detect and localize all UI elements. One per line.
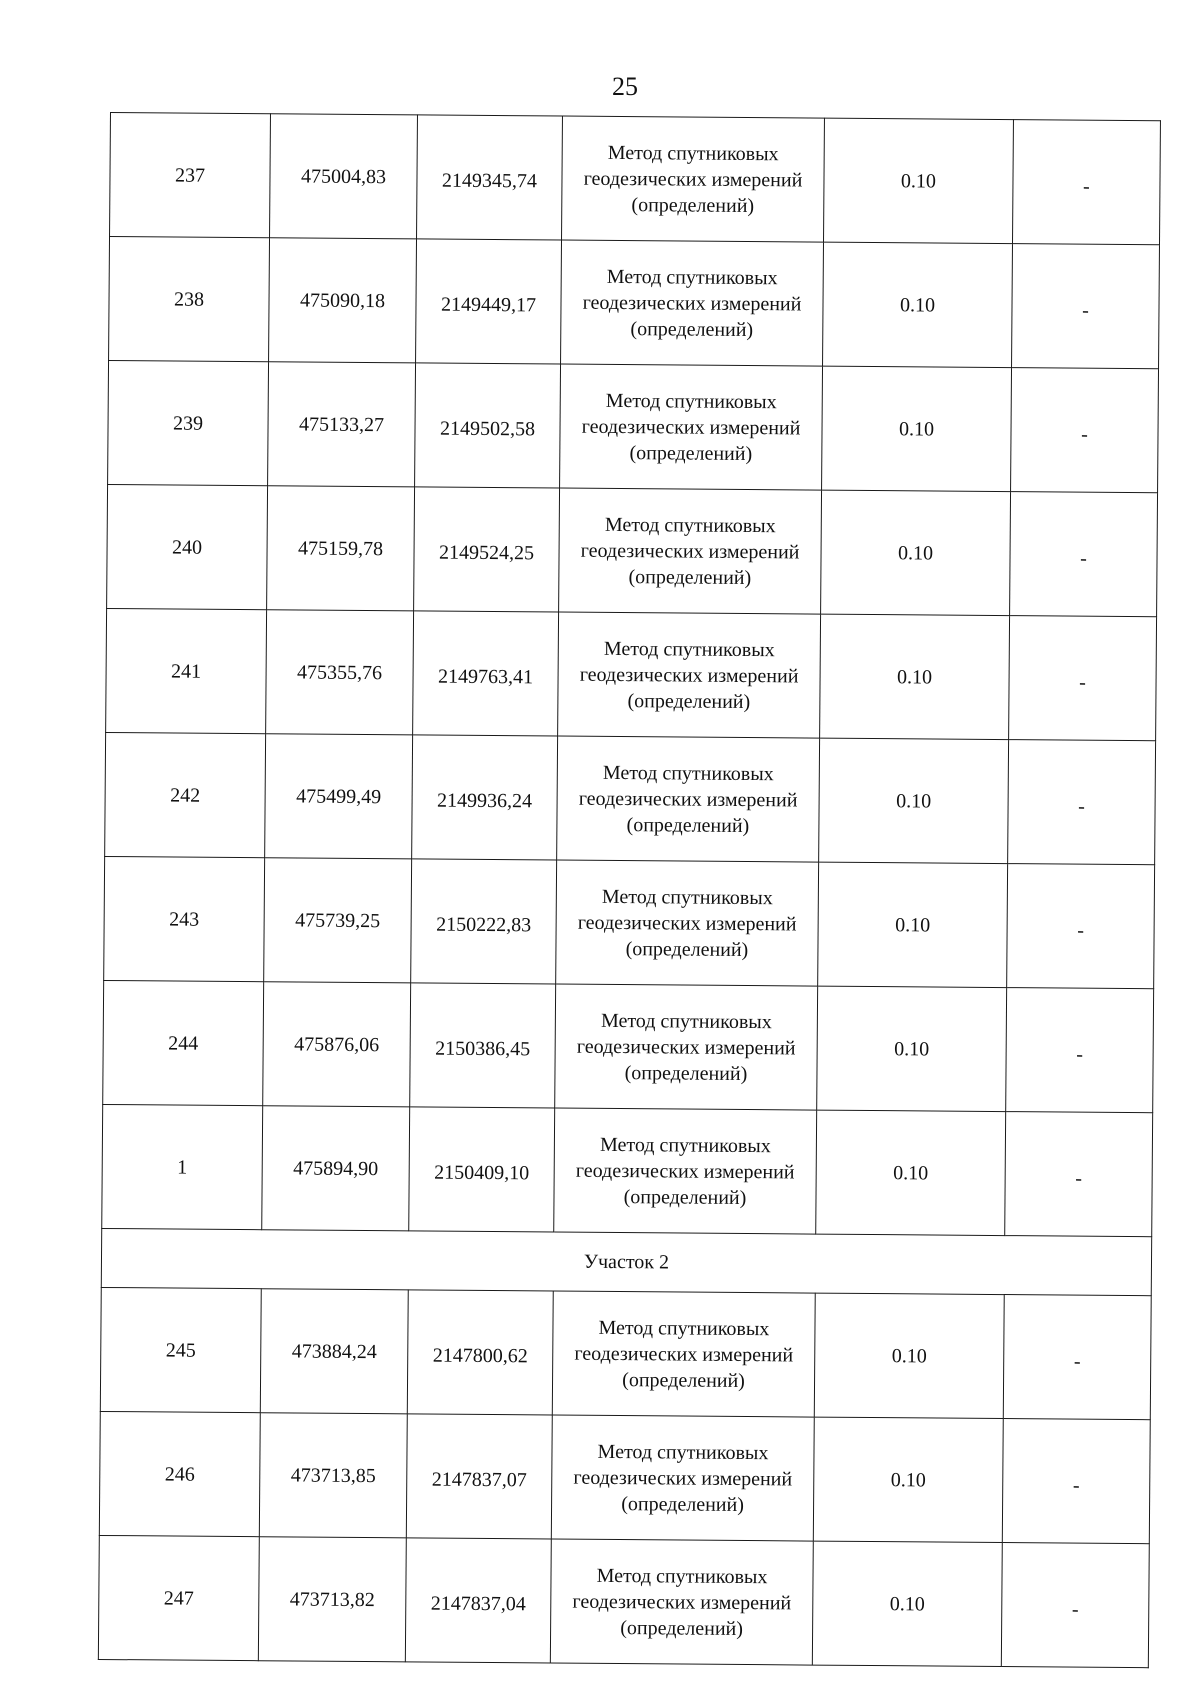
method-cell (555, 984, 818, 1110)
x-coordinate-cell: 475739,25 (264, 858, 412, 983)
point-number-cell: 1 (102, 1104, 263, 1229)
x-coordinate-cell: 473713,82 (258, 1537, 406, 1662)
extra-cell: - (1009, 616, 1157, 741)
y-coordinate-cell: 2149345,74 (417, 115, 563, 240)
table-row (103, 980, 1154, 1112)
table-row (107, 484, 1158, 616)
method-cell (554, 1108, 817, 1234)
point-number-cell: 247 (98, 1535, 259, 1660)
y-coordinate-cell: 2149502,58 (415, 363, 561, 488)
method-text: Метод спутниковых геодезических измерений (определений) (579, 637, 799, 713)
y-coordinate-cell: 2149936,24 (412, 735, 558, 860)
table-row (102, 1104, 1153, 1236)
method-cell (556, 860, 819, 986)
accuracy-cell: 0.10 (823, 242, 1013, 367)
method-cell (557, 736, 820, 862)
accuracy-cell: 0.10 (816, 1110, 1006, 1235)
x-coordinate-cell: 475159,78 (267, 486, 415, 611)
method-text: Метод спутниковых геодезических измерений (определений) (574, 1316, 794, 1392)
table-row (105, 732, 1156, 864)
extra-cell: - (1003, 1295, 1151, 1420)
extra-cell: - (1001, 1543, 1149, 1668)
y-coordinate-cell: 2147837,07 (406, 1414, 552, 1539)
x-coordinate-cell: 475894,90 (262, 1106, 410, 1231)
section-row (101, 1228, 1151, 1295)
method-text: Метод спутниковых геодезических измерений (определений) (580, 513, 800, 589)
extra-cell: - (1010, 492, 1158, 617)
extra-cell: - (1011, 368, 1159, 493)
method-text: Метод спутниковых геодезических измерений (определений) (575, 1133, 795, 1209)
x-coordinate-cell: 475133,27 (268, 362, 416, 487)
accuracy-cell: 0.10 (812, 1541, 1002, 1666)
accuracy-cell: 0.10 (822, 366, 1012, 491)
extra-cell: - (1002, 1419, 1150, 1544)
method-text: Метод спутниковых геодезических измерений (определений) (578, 761, 798, 837)
x-coordinate-cell: 475876,06 (263, 982, 411, 1107)
extra-cell: - (1008, 740, 1156, 865)
y-coordinate-cell: 2150222,83 (411, 859, 557, 984)
point-number-cell: 238 (109, 237, 270, 362)
method-cell (552, 1291, 815, 1417)
table-row (110, 113, 1161, 245)
method-text: Метод спутниковых геодезических измерений (определений) (583, 141, 803, 217)
method-cell (559, 488, 822, 614)
extra-cell: - (1012, 120, 1160, 245)
extra-cell: - (1012, 244, 1160, 369)
accuracy-cell: 0.10 (824, 118, 1014, 243)
method-cell (560, 364, 823, 490)
point-number-cell: 239 (108, 360, 269, 485)
x-coordinate-cell: 475004,83 (270, 114, 418, 239)
point-number-cell: 244 (103, 980, 264, 1105)
extra-cell: - (1006, 988, 1154, 1113)
table-row (108, 360, 1159, 492)
y-coordinate-cell: 2149449,17 (416, 239, 562, 364)
x-coordinate-cell: 473884,24 (260, 1289, 408, 1414)
accuracy-cell: 0.10 (817, 986, 1007, 1111)
y-coordinate-cell: 2147837,04 (405, 1538, 551, 1663)
method-cell (558, 612, 821, 738)
table-row (100, 1287, 1151, 1419)
method-text: Метод спутниковых геодезических измерений (определений) (573, 1440, 793, 1516)
x-coordinate-cell: 475355,76 (266, 610, 414, 735)
extra-cell: - (1007, 864, 1155, 989)
y-coordinate-cell: 2147800,62 (407, 1290, 553, 1415)
point-number-cell: 246 (99, 1411, 260, 1536)
table-row (106, 608, 1157, 740)
y-coordinate-cell: 2149763,41 (413, 611, 559, 736)
method-text: Метод спутниковых геодезических измерений (определений) (581, 389, 801, 465)
method-text: Метод спутниковых геодезических измерений (определений) (572, 1564, 792, 1640)
x-coordinate-cell: 473713,85 (259, 1413, 407, 1538)
method-cell (561, 240, 824, 366)
section-title: Участок 2 (101, 1228, 1151, 1295)
method-text: Метод спутниковых геодезических измерений (определений) (577, 885, 797, 961)
y-coordinate-cell: 2149524,25 (414, 487, 560, 612)
method-cell (551, 1415, 814, 1541)
point-number-cell: 242 (105, 732, 266, 857)
accuracy-cell: 0.10 (820, 614, 1010, 739)
x-coordinate-cell: 475499,49 (265, 734, 413, 859)
y-coordinate-cell: 2150386,45 (410, 983, 556, 1108)
point-number-cell: 241 (106, 608, 267, 733)
accuracy-cell: 0.10 (814, 1293, 1004, 1418)
table-row (98, 1535, 1149, 1667)
point-number-cell: 243 (104, 856, 265, 981)
method-text: Метод спутниковых геодезических измерений (определений) (576, 1009, 796, 1085)
table-body (98, 113, 1160, 1668)
point-number-cell: 245 (100, 1287, 261, 1412)
method-cell (550, 1539, 813, 1665)
page-number: 25 (612, 72, 638, 101)
extra-cell: - (1005, 1112, 1153, 1237)
accuracy-cell: 0.10 (819, 738, 1009, 863)
table-row (99, 1411, 1150, 1543)
table-row (104, 856, 1155, 988)
table-row (109, 237, 1160, 369)
coordinates-table (98, 112, 1161, 1668)
method-text: Метод спутниковых геодезических измерений (определений) (582, 265, 802, 341)
x-coordinate-cell: 475090,18 (269, 238, 417, 363)
accuracy-cell: 0.10 (813, 1417, 1003, 1542)
method-cell (562, 116, 825, 242)
point-number-cell: 240 (107, 484, 268, 609)
accuracy-cell: 0.10 (818, 862, 1008, 987)
point-number-cell: 237 (110, 113, 271, 238)
y-coordinate-cell: 2150409,10 (409, 1107, 555, 1232)
accuracy-cell: 0.10 (821, 490, 1011, 615)
